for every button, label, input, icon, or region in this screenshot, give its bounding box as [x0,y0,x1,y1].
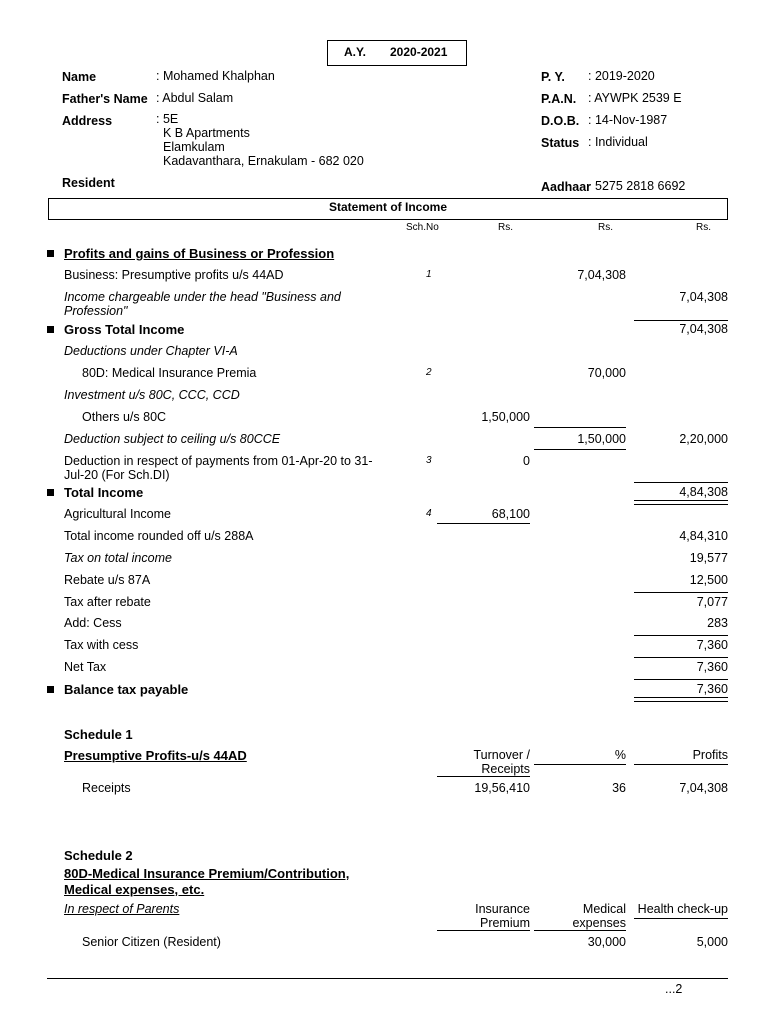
agri-label: Agricultural Income [64,507,171,521]
balance-tax-label: Balance tax payable [64,682,189,697]
agri-amount: 68,100 [491,507,530,521]
agri-sch: 4 [426,508,432,519]
gti-amount: 7,04,308 [679,322,728,336]
bullet-icon [47,250,54,257]
rounded-label: Total income rounded off u/s 288A [64,529,254,543]
col-rs-3: Rs. [696,222,711,233]
schedule2-row-medical: 30,000 [587,935,626,949]
tax-amount: 19,577 [689,551,728,565]
status-label: Status [541,136,580,150]
schedule1-row-percent: 36 [612,781,626,795]
name-label: Name [62,70,97,84]
cess-label: Add: Cess [64,616,122,630]
schedule2-row-health: 5,000 [696,935,728,949]
profits-heading: Profits and gains of Business or Profession [64,246,335,261]
net-tax-amount: 7,360 [696,660,728,674]
schedule2-title: Schedule 2 [64,848,133,863]
business-label: Business: Presumptive profits u/s 44AD [64,268,284,282]
divider [437,930,530,931]
status-value: : Individual [588,135,648,149]
d80-amount: 70,000 [587,366,626,380]
rebate-label: Rebate u/s 87A [64,573,151,587]
address-line3: Elamkulam [163,140,225,154]
divider [634,918,728,919]
divider [534,427,626,428]
others-80c-label: Others u/s 80C [82,410,167,424]
gti-label: Gross Total Income [64,322,185,337]
divider [437,523,530,524]
schedule2-row-label: Senior Citizen (Resident) [82,935,221,949]
cess-amount: 283 [707,616,728,630]
bullet-icon [47,489,54,496]
income-chargeable-amount: 7,04,308 [679,290,728,304]
schedule2-col-insurance: Insurance Premium [475,902,530,930]
pan-value: : AYWPK 2539 E [588,91,682,105]
ceiling-amount: 1,50,000 [577,432,626,446]
deductions-label: Deductions under Chapter VI-A [64,344,238,358]
divider [634,320,728,321]
schedule1-col-percent: % [614,748,626,762]
balance-tax-amount: 7,360 [696,682,728,696]
tax-after-rebate-amount: 7,077 [696,595,728,609]
page-continuation: ...2 [665,982,683,996]
statement-title-box [48,198,728,220]
divider [634,635,728,636]
divider [437,776,530,777]
tax-with-cess-label: Tax with cess [64,638,139,652]
income-chargeable-label: Income chargeable under the head "Business and Profession" [64,290,341,318]
father-name-value: : Abdul Salam [156,91,234,105]
aadhaar-value: 5275 2818 6692 [595,179,686,193]
bullet-icon [47,326,54,333]
py-label: P. Y. [541,70,565,84]
total-income-amount: 4,84,308 [679,485,728,499]
statement-title: Statement of Income [328,200,448,214]
schedule2-col-medical: Medical expenses [572,902,626,930]
divider [634,592,728,593]
divider [634,482,728,483]
tax-with-cess-amount: 7,360 [696,638,728,652]
d80-label: 80D: Medical Insurance Premia [82,366,257,380]
schedule1-col-turnover: Turnover / Receipts [473,748,530,776]
schdi-label: Deduction in respect of payments from 01-Apr-20 to 31-Jul-20 (For Sch.DI) [64,454,373,482]
schedule1-row-label: Receipts [82,781,131,795]
aadhaar-label: Aadhaar [541,180,592,194]
net-tax-label: Net Tax [64,660,107,674]
tax-label: Tax on total income [64,551,172,565]
footer-rule [47,978,728,979]
ceiling-label: Deduction subject to ceiling u/s 80CCE [64,432,281,446]
schedule1-heading: Presumptive Profits-u/s 44AD [64,748,247,763]
d80-sch: 2 [426,367,432,378]
schedule2-heading-line1: 80D-Medical Insurance Premium/Contribution, [64,866,350,881]
schedule2-heading-line2: Medical expenses, etc. [64,882,205,897]
dob-value: : 14-Nov-1987 [588,113,668,127]
ay-value: 2020-2021 [390,45,448,59]
schedule2-col-health: Health check-up [637,902,728,916]
schedule1-row-profits: 7,04,308 [679,781,728,795]
schedule1-title: Schedule 1 [64,727,133,742]
divider [534,764,626,765]
others-80c-amount: 1,50,000 [481,410,530,424]
divider [634,679,728,680]
double-underline [634,500,728,505]
dob-label: D.O.B. [541,114,580,128]
col-schno: Sch.No [406,222,439,233]
schdi-sch: 3 [426,455,432,466]
schedule1-col-profits: Profits [692,748,728,762]
assessment-year-box [327,40,467,66]
address-line2: K B Apartments [163,126,250,140]
pan-label: P.A.N. [541,92,577,106]
business-sch: 1 [426,269,432,280]
schdi-amount: 0 [523,454,530,468]
rounded-amount: 4,84,310 [679,529,728,543]
col-rs-1: Rs. [498,222,513,233]
rebate-amount: 12,500 [689,573,728,587]
schedule1-row-turnover: 19,56,410 [474,781,530,795]
divider [534,930,626,931]
business-amount: 7,04,308 [577,268,626,282]
bullet-icon [47,686,54,693]
ay-label: A.Y. [344,45,367,59]
col-rs-2: Rs. [598,222,613,233]
divider [634,764,728,765]
divider [634,657,728,658]
divider [534,449,626,450]
address-label: Address [62,114,113,128]
address-line1: : 5E [156,112,179,126]
father-name-label: Father's Name [62,92,148,106]
investment-label: Investment u/s 80C, CCC, CCD [64,388,240,402]
address-line4: Kadavanthara, Ernakulam - 682 020 [163,154,364,168]
resident-status: Resident [62,176,115,190]
total-income-label: Total Income [64,485,144,500]
py-value: : 2019-2020 [588,69,655,83]
double-underline [634,697,728,702]
schedule2-sub-label: In respect of Parents [64,902,180,916]
name-value: : Mohamed Khalphan [156,69,275,83]
ceiling-total: 2,20,000 [679,432,728,446]
tax-after-rebate-label: Tax after rebate [64,595,151,609]
